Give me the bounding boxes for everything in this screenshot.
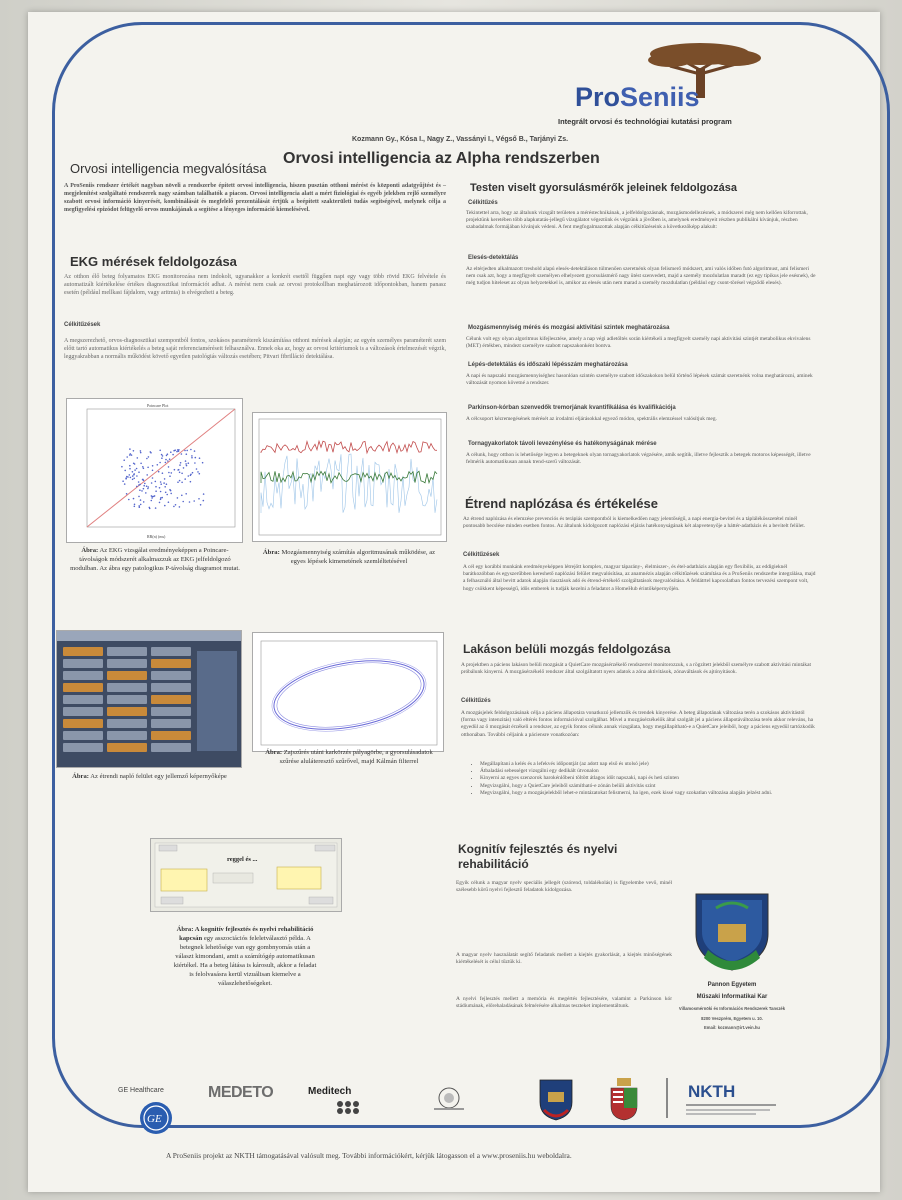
diet-ui-cell [151, 683, 191, 692]
scatter-point [160, 483, 162, 485]
scatter-point [140, 450, 142, 452]
diet-ui-cell [107, 743, 147, 752]
scatter-point [152, 470, 154, 472]
acc-text5: A célcsoport kézremegésének mérését az irodalmi eljárásokkal egyező módon, spektrális elemzéssel valósítjuk meg. [466, 416, 717, 422]
scatter-point [147, 488, 149, 490]
scatter-point [159, 450, 161, 452]
cognitive-word: reggel és ... [227, 856, 258, 863]
signal-trace [261, 454, 437, 513]
cognitive-text2: A magyar nyelv használatát segítő feladatok mellett a kiejtés gyakorlását, a kiejtés minőségének kiértékelését is célul tűztük ki. [456, 952, 672, 966]
scatter-point [166, 494, 168, 496]
poincare-xlabel: RR(n) (ms) [147, 534, 166, 539]
acc-sub6: Tornagyakorlatok távoli levezénylése és hatékonyságának mérése [468, 441, 657, 447]
scatter-point [170, 490, 172, 492]
diet-ui-cell [107, 707, 147, 716]
intro-text: A ProSeniis rendszer értékét nagyban növeli a rendszerbe épített orvosi intelligencia, hiszen pusztán otthoni mérést és központi adatgyűjtést és –megjelenítést szolgáltató rendszerek nagy számban találhatók a piacon. Orvosi intelligencia alatt a mért fiziológiai és egyéb jelekben rejlő személyre szabott orvosi információ kinyerését, kombinálását és megfelelő prezentálását értjük a beépített szakterületi tudás segítségével, melynek célja a megfigyelési epizódot felügyelő orvos munkájának a segítése a lényeges információ kiemelésével. [64, 183, 446, 213]
section-title-ekg: EKG mérések feldolgozása [70, 254, 237, 269]
fig3-caption: Ábra: Az étrendi napló felület egy jellemző képernyőképe [72, 773, 227, 780]
scatter-point [178, 469, 180, 471]
trajectory-figure [252, 632, 444, 752]
diet-ui-cell [151, 719, 191, 728]
scatter-point [165, 459, 167, 461]
university-name: Pannon Egyetem [707, 982, 757, 988]
scatter-point [192, 472, 194, 474]
scatter-point [195, 457, 197, 459]
scatter-point [199, 473, 201, 475]
scatter-point [132, 479, 134, 481]
scatter-point [146, 485, 148, 487]
scatter-point [151, 482, 153, 484]
section-title-accelerometer: Testen viselt gyorsulásmérők jeleinek feldolgozása [470, 182, 737, 194]
scatter-point [189, 501, 191, 503]
scatter-point [138, 471, 140, 473]
university-email: Email: kozmann@irt.vein.hu [704, 1025, 760, 1030]
acc-text4: A napi és napszaki mozgásmennyiséghez hasonlóan szintén személyre szabott időszakokon belül történő lépések számát szeretnénk volna meghatározni, aminek változását nyomon követné a rendszer. [466, 373, 813, 387]
university-department: Villamosmérnöki és Információs Rendszerek Tanszék [678, 1006, 786, 1011]
acc-sub2: Elesés-detektálás [468, 255, 519, 261]
scatter-point [122, 480, 124, 482]
poincare-plot-figure [66, 398, 243, 543]
scatter-point [180, 462, 182, 464]
scatter-point [152, 477, 154, 479]
scatter-point [125, 478, 127, 480]
coat-of-arms-shield-icon [538, 1078, 574, 1122]
section-title-medical-intelligence: Orvosi intelligencia megvalósítása [70, 161, 267, 176]
scatter-point [179, 472, 181, 474]
scatter-point [152, 465, 154, 467]
scatter-point [136, 475, 138, 477]
scatter-point [169, 458, 171, 460]
cognitive-text1: Egyik célunk a magyar nyelv speciális jellegét (szórend, toldalékolás) is figyelembe vevő, minél szélesebb körű nyelvi fejlesztő feladatok kidolgozása. [456, 880, 672, 894]
scatter-point [130, 477, 132, 479]
diet-ui-cell [151, 695, 191, 704]
scatter-point [142, 466, 144, 468]
scatter-point [202, 462, 204, 464]
scatter-point [199, 457, 201, 459]
scatter-point [134, 463, 136, 465]
poincare-title: Poincare Plot [147, 403, 169, 408]
scatter-point [184, 450, 186, 452]
nkth-logo: NKTH [688, 1082, 736, 1101]
scatter-point [143, 501, 145, 503]
scatter-point [165, 462, 167, 464]
scatter-point [166, 455, 168, 457]
scatter-point [194, 462, 196, 464]
diet-ui-cell [107, 719, 147, 728]
section-title-home-motion: Lakáson belüli mozgás feldolgozása [463, 642, 671, 656]
scatter-point [176, 451, 178, 453]
scatter-point [146, 458, 148, 460]
ekg-subtitle: Célkitűzések [64, 322, 101, 328]
fig4-caption: Ábra: Zajszűrés utáni karkörzés pályagörbe, a gyorsulásadatok szűrése aluláteresztő szűrővel, majd Kálmán filterrel [265, 749, 433, 765]
diet-ui-cell [107, 683, 147, 692]
scatter-point [155, 507, 157, 509]
cognitive-text3: A nyelvi fejlesztés mellett a memória és megértés fejlesztésére, valamint a Parkinson kór stádiumának, előrehaladásának felmérésére alkalmas teszteket implementáltunk. [456, 996, 672, 1010]
scatter-point [126, 476, 128, 478]
scatter-point [175, 504, 177, 506]
scatter-point [132, 475, 134, 477]
scatter-point [133, 498, 135, 500]
brand-name: ProSeniis [575, 82, 700, 112]
fig2-caption: Ábra: Mozgásmennyiség számítás algoritmusának működése, az egyes lépések kimenetének szemléltetésével [262, 549, 436, 565]
diet-ui-cell [63, 683, 103, 692]
scatter-point [193, 500, 195, 502]
diet-diary-screenshot [56, 630, 242, 768]
scatter-point [124, 483, 126, 485]
scatter-point [197, 471, 199, 473]
scatter-point [158, 471, 160, 473]
scatter-point [151, 500, 153, 502]
scatter-point [181, 453, 183, 455]
scatter-point [143, 488, 145, 490]
scatter-point [184, 478, 186, 480]
scatter-point [164, 486, 166, 488]
scatter-point [126, 456, 128, 458]
scatter-point [129, 465, 131, 467]
scatter-point [167, 460, 169, 462]
scatter-point [138, 496, 140, 498]
scatter-point [164, 478, 166, 480]
cognitive-task-figure [150, 838, 342, 912]
scatter-point [170, 493, 172, 495]
scatter-point [173, 506, 175, 508]
acc-sub4: Lépés-detektálás és időszaki lépésszám meghatározása [468, 362, 628, 368]
scatter-point [140, 504, 142, 506]
scatter-point [129, 474, 131, 476]
scatter-point [159, 487, 161, 489]
scatter-point [162, 455, 164, 457]
scatter-point [126, 493, 128, 495]
scatter-point [171, 472, 173, 474]
scatter-point [144, 483, 146, 485]
activity-signal-plot [253, 413, 446, 541]
scatter-point [182, 501, 184, 503]
scatter-point [160, 491, 162, 493]
bullet-item: • Kinyerni az egyes szenzorok harokénlőbeni töltött átlagos időt napszaki, napi és heti szinten [480, 775, 846, 782]
scatter-point [190, 481, 192, 483]
scatter-point [140, 499, 142, 501]
scatter-point [123, 459, 125, 461]
scatter-point [181, 482, 183, 484]
scatter-point [191, 455, 193, 457]
diet-ui-cell [151, 671, 191, 680]
authors: Kozmann Gy., Kósa I., Nagy Z., Vassányi I., Végső B., Tarjányi Zs. [352, 136, 569, 143]
trajectory-plot [253, 633, 443, 751]
ge-healthcare-label: GE Healthcare [118, 1087, 164, 1094]
diet-ui-cell [151, 743, 191, 752]
home-motion-bullets [452, 761, 846, 797]
scatter-point [137, 457, 139, 459]
scatter-point [165, 492, 167, 494]
scatter-point [161, 457, 163, 459]
scatter-point [143, 480, 145, 482]
scatter-point [130, 453, 132, 455]
poincare-plot [67, 399, 242, 542]
scatter-point [196, 468, 198, 470]
diet-ui-cell [107, 647, 147, 656]
signal-trace [261, 441, 437, 453]
scatter-point [177, 497, 179, 499]
bullet-item: • Megvizsgálni, hogy a QuietCare jeleiből számítható-e zónán belüli aktivitás szint [480, 783, 846, 790]
cognitive-task-mock [151, 839, 341, 911]
scatter-point [166, 483, 168, 485]
scatter-point [155, 490, 157, 492]
scatter-point [164, 505, 166, 507]
diet-ui-cell [63, 671, 103, 680]
scatter-point [162, 472, 164, 474]
scatter-point [168, 501, 170, 503]
section-title-cognitive: Kognitív fejlesztés és nyelvi rehabilitáció [458, 842, 618, 871]
diet-ui-cell [63, 647, 103, 656]
scatter-point [181, 473, 183, 475]
bullet-item: • Megállapítani a kelés és a lefekvés időpontját (az adott nap első és utolsó jele) [480, 761, 846, 768]
scatter-point [149, 507, 151, 509]
scatter-point [161, 454, 163, 456]
diet-ui-cell [107, 695, 147, 704]
nkth-subtext-lines [686, 1102, 782, 1116]
scatter-point [129, 448, 131, 450]
scatter-point [190, 449, 192, 451]
diet-text: Az étrend naplózása és elemzése prevenciós és terápiás szempontból is kiemelkedően nagy jelentőségű, a napi energia-bevitel és a táplálékösszetétel minél pontosabb becslése minden esetben fontos. Az általunk kidolgozott naplózási eljárás hatékonyságának két alapvetenyője a háttér-adatbázis és a bevitelt felület. [463, 516, 806, 530]
scatter-point [134, 506, 136, 508]
logo-divider [666, 1078, 668, 1118]
acc-sub3: Mozgásmennyiség mérés és mozgási aktivitási szintek meghatározása [468, 325, 670, 331]
acc-sub5: Parkinson-kórban szenvedők tremorjának kvantifikálása és kvalifikációja [468, 405, 676, 411]
scatter-point [121, 466, 123, 468]
scatter-point [203, 500, 205, 502]
scatter-point [161, 497, 163, 499]
scatter-point [179, 464, 181, 466]
scatter-point [148, 456, 150, 458]
scatter-point [160, 481, 162, 483]
scatter-point [157, 464, 159, 466]
scatter-point [174, 469, 176, 471]
fig5-caption: Ábra: A kognitív fejlesztés és nyelvi rehabilitáció kapcsán egy asszociációs feleletválasztó példa. A betegnek lehetősége van egy gombnyomás után a választ kimondani, amit a számítógép automatikusan kiértékel. Ha a beteg látása is károsult, akkor a feladat is felolvasásra kerül vizuálisan kiemelve a válaszlehetőségeket. [173, 926, 317, 987]
scatter-point [198, 498, 200, 500]
scatter-point [138, 481, 140, 483]
acc-text1: Tekintettel arra, hogy az általunk vizsgált területen a méréstechnikának, a jelfeldolgozásnak, mozgásmodellezésnek, a módszerei még nem kellően kiforrottak, projektünk keretében több alapkutatás-jellegű vizsgálatot végeztünk és végzünk a jövőben is, amelynek eredményeit részben publikálni kívánjuk, részben szabadalmak formájában kívánjuk védeni. A fent megfogalmazottak alapján célkitűzéseink a következőképp alakult: [466, 210, 808, 231]
scatter-point [140, 452, 142, 454]
scatter-point [138, 505, 140, 507]
home-motion-subtitle: Célkitűzés [461, 698, 491, 704]
bullet-item: • Átbaladási sebességet vizsgálni egy dedikált útvonalon [480, 768, 846, 775]
scatter-point [134, 469, 136, 471]
scatter-point [190, 474, 192, 476]
home-motion-text: A projektben a páciens lakáson belüli mozgását a QuietCare mozgásérzékelő rendszerrel monitorozzuk, s a rögzített jelekből személyre szabott aktivitási mintákat próbálunk kinyerni. A mozgásérzékelő rendszer által szolgáltatott nyers adatok a zóna aktivitások, zónaváltások és ajtónyitások. [461, 662, 811, 676]
scatter-point [179, 480, 181, 482]
section-title-diet: Étrend naplózása és értékelése [465, 496, 658, 511]
university-address: 8200 Veszprém, Egyetem u. 10. [701, 1016, 763, 1021]
scatter-point [141, 490, 143, 492]
scatter-point [139, 489, 141, 491]
hungarian-coat-of-arms-icon [608, 1076, 640, 1122]
scatter-point [152, 496, 154, 498]
svg-text:GE: GE [147, 1113, 162, 1125]
program-subtitle: Integrált orvosi és technológiai kutatási program [558, 117, 732, 126]
acc-text3: Célunk volt egy olyan algoritmus kifejlesztése, amely a nap végi adletöltés során kiértékeli a megfigyelt személy napi aktivitási szintjét metabolikus ekvivalens (MET) értékben, mindezt személyre szabott napszakonként bontva. [466, 336, 811, 350]
scatter-point [138, 484, 140, 486]
diet-goals: A cél egy korábbi munkánk eredményeképpen létrejött komplex, magyar táparány-, élelmiszer-, és étel-adatbázis alapján egy flexibilis, az eddigieknél barátkozóbban és egyszerűbben kereshető naplózási felület megvalósítása, az anamnézis alapján célkitűzések számítása és a ProSeniis rendszerbe integrálása, majd a felhasználó által bevitt adatok alapján riasztások adó és étrend-értékelő szolgáltatások megvalósítása. A feldátrtel kapcsolatban fontos tervezési szempont volt, hogy csökkent képességű, idős emberek is tudják kezelni a feladatot a HomeHub érintőképernyőjén. [463, 564, 816, 592]
scatter-point [186, 450, 188, 452]
scatter-point [147, 467, 149, 469]
diet-ui-cell [151, 659, 191, 668]
scatter-point [136, 468, 138, 470]
meditech-logo: Meditech [308, 1086, 352, 1097]
scatter-point [133, 474, 135, 476]
diet-ui-cell [63, 743, 103, 752]
scatter-point [159, 462, 161, 464]
scatter-point [136, 486, 138, 488]
scatter-point [186, 465, 188, 467]
scatter-point [186, 453, 188, 455]
scatter-point [177, 481, 179, 483]
ge-logo-icon [138, 1100, 174, 1136]
acc-text2: Az eltérjedten alkalmazott treshold alapú elesés-detektáláson túlmenően szeretnénk olyan felismerő módszert, ami valós időben futó algoritmust, ami felismeri nem csak azt, hogy a megfigyelt személyen elhelyezett gyorsulásmérő nagy ütést szenvedett, majd a személy mozdulatlan maradt (ez egy tipikus jele esésnek), de még tudjon hiteleset az olyan helyzetekkel is, amikor az elesés után nem marad a személy mozdulatlan (például egy csont-törésel végződő elesés). [466, 266, 816, 287]
scatter-point [133, 450, 135, 452]
scatter-point [188, 462, 190, 464]
university-seal-icon [434, 1086, 464, 1110]
scatter-point [194, 450, 196, 452]
scatter-point [131, 454, 133, 456]
university-faculty: Műszaki Informatikai Kar [696, 994, 768, 1000]
acc-text6: A célunk, hogy otthon is lehetősége legyen a betegeknek olyan tornagyakorlatok végzésére, amik segítik, illetve fejlesztik a betegek motoros képességét, illetve felmérik automatikusan annak trend-szerű változását. [466, 452, 811, 466]
scatter-point [160, 499, 162, 501]
scatter-point [183, 467, 185, 469]
scatter-point [128, 499, 130, 501]
scatter-point [153, 496, 155, 498]
diet-ui-cell [107, 659, 147, 668]
scatter-point [129, 468, 131, 470]
scatter-point [143, 468, 145, 470]
activity-signal-figure [252, 412, 447, 542]
scatter-point [185, 460, 187, 462]
scatter-point [150, 452, 152, 454]
signal-trace [261, 471, 437, 483]
diet-ui-cell [63, 731, 103, 740]
diet-ui-cell [63, 659, 103, 668]
scatter-point [160, 497, 162, 499]
diet-ui-cell [63, 707, 103, 716]
ekg-goals: A megszerezhető, orvos-diagnosztikai szempontból fontos, szokásos paraméterek kiszámítása otthoni mérések alapján; az egyén személyes paraméterét szem előtt tartó automatikus kiértékelés a beteg saját referenciaméréseit felhasználva. Ennek oka az, hogy az orvosi kritériumok is a változások értelmezését végzik, leggyakrabban a normális működést követő egyetlen patológiás változás esetében; Pitvari fibrilláció detektálása. [64, 338, 446, 360]
scatter-point [146, 474, 148, 476]
scatter-point [168, 472, 170, 474]
scatter-point [132, 471, 134, 473]
university-crest-icon [688, 890, 776, 974]
scatter-point [185, 463, 187, 465]
scatter-point [169, 475, 171, 477]
ekg-text: Az otthon élő beteg folyamatos EKG monitorozása nem indokolt, ugyanakkor a konkrét esettől függően napi egy vagy több rövid EKG felvétele és automatizált kiértékelése értékes diagnosztikai információt adhat. A mérést nem csak az orvosi protokollban meghatározott időpontokban, hanem panasz esetén (például mellkasi fájdalom, vagy aritmia) is elvégezheti a beteg. [64, 274, 446, 296]
scatter-point [163, 482, 165, 484]
diet-ui-cell [107, 731, 147, 740]
diet-ui-cell [151, 707, 191, 716]
fig1-caption: Ábra: Az EKG vizsgálat eredményeképpen a Poincare-távolságok módszerét alkalmazzuk az EKG jelfeldolgozó modulban. Az ábra egy patologikus P-távolság diagramot mutat. [70, 547, 240, 572]
scatter-point [185, 493, 187, 495]
scatter-point [133, 478, 135, 480]
footer-note: A ProSeniis projekt az NKTH támogatásával valósult meg. További információkért, kérjük látogasson el a www.proseniis.hu weboldalra. [166, 1151, 572, 1160]
scatter-point [155, 486, 157, 488]
scatter-point [170, 451, 172, 453]
diet-ui-cell [151, 647, 191, 656]
scatter-point [191, 457, 193, 459]
acc-sub1: Célkitűzés [468, 200, 498, 206]
scatter-point [159, 502, 161, 504]
scatter-point [143, 485, 145, 487]
scatter-point [172, 454, 174, 456]
scatter-point [200, 504, 202, 506]
diet-ui-cell [63, 719, 103, 728]
diet-ui-mock [57, 631, 241, 767]
bullet-item: • Megvizsgálni, hogy a mozgásjelekből lehet-e mintázatokat felismerni, ha igen, ezek kissé vagy szokatlan változása alapján jelzést adni. [480, 790, 846, 797]
scatter-point [168, 466, 170, 468]
scatter-point [203, 493, 205, 495]
scatter-point [145, 492, 147, 494]
scatter-point [177, 449, 179, 451]
diet-ui-cell [63, 695, 103, 704]
poster-title: Orvosi intelligencia az Alpha rendszerben [283, 150, 600, 167]
scatter-point [155, 481, 157, 483]
diet-ui-cell [151, 731, 191, 740]
meditech-dots-icon [336, 1100, 366, 1114]
scatter-point [179, 506, 181, 508]
scatter-point [148, 486, 150, 488]
scatter-point [124, 470, 126, 472]
home-motion-goals: A mozgásjelek feldolgozásának célja a páciens állapotára vonatkozó jellemzők és trendek kinyerése. A beteg állapotának változása terén a szokásos aktivitástól (forma vagy intenzitás) való eltérés fontos információval szolgálhat. Mivel a mozgásérzékelők által szolgált jel a páciens állapotáváltozása terén akkor releváns, ha egyedül az ő mozgását érzékeli a rendszer, az egyik fontos célunk annak vizsgálata, hogy megállapítható-e a QuietCare jeleiből, hogy a páciens egyedül tartózkodik otthonában. További céljaink a páciensre vonatkozóan: [461, 710, 815, 738]
scatter-point [151, 497, 153, 499]
diet-subtitle: Célkitűzések [463, 552, 500, 558]
scatter-point [140, 463, 142, 465]
scatter-point [173, 450, 175, 452]
medeto-logo: MEDETO [208, 1084, 274, 1101]
diet-ui-cell [107, 671, 147, 680]
scatter-point [188, 475, 190, 477]
scatter-point [181, 495, 183, 497]
scatter-point [134, 504, 136, 506]
